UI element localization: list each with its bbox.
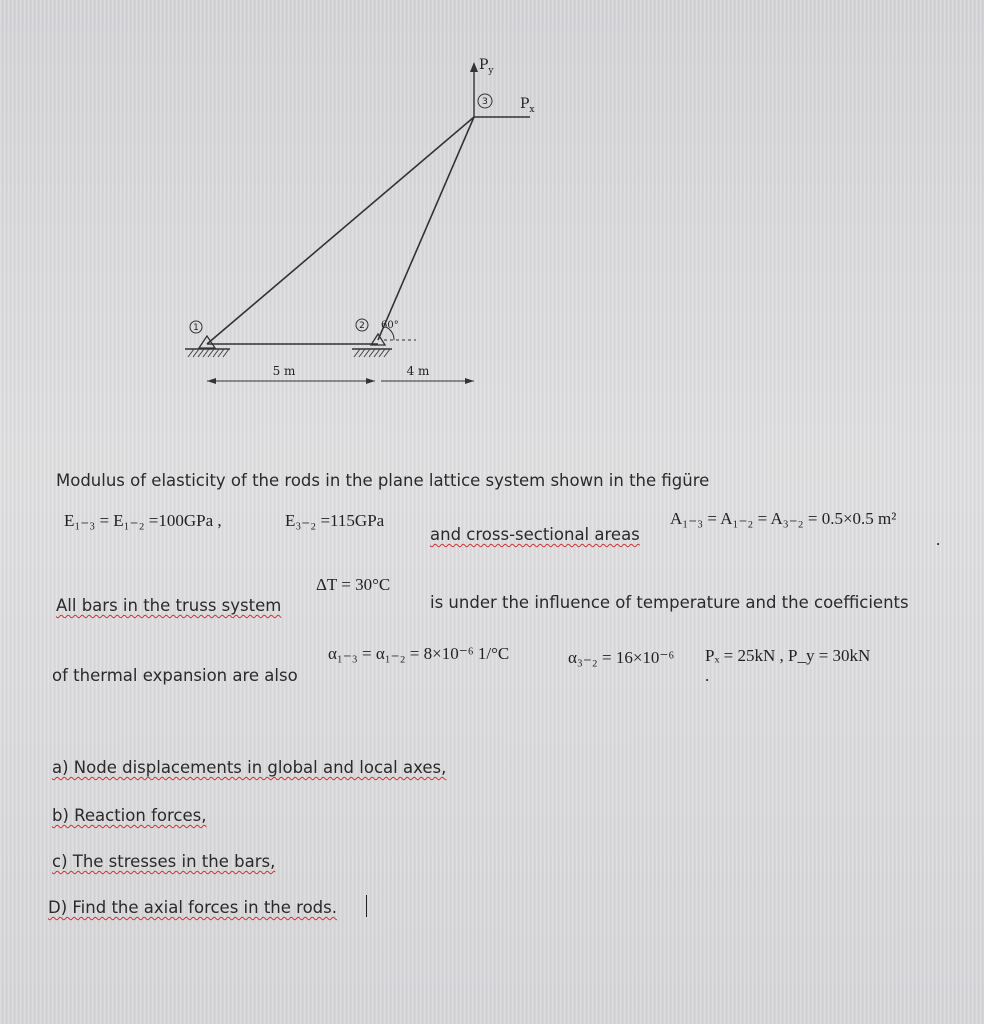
member-2-3 xyxy=(378,117,474,340)
angle-label: 60° xyxy=(381,320,399,331)
pin-support-2 xyxy=(352,334,392,357)
loads-equation: Pₓ = 25kN , P_y = 30kN xyxy=(705,646,871,665)
thermal-text: of thermal expansion are also xyxy=(52,666,298,685)
question-a: a) Node displacements in global and local axes, xyxy=(52,758,447,777)
node-3-label: 3 xyxy=(482,97,488,107)
load-py-arrow xyxy=(470,62,478,117)
node-2-label: 2 xyxy=(359,321,365,331)
load-py-label: $P_y$ xyxy=(479,57,494,76)
pin-support-1 xyxy=(185,336,230,357)
modulus-equation-1: E₁₋₃ = E₁₋₂ =100GPa , xyxy=(64,511,222,530)
areas-label: and cross-sectional areas xyxy=(430,525,640,544)
temperature-text: is under the influence of temperature and the coefficients xyxy=(430,593,909,612)
question-c: c) The stresses in the bars, xyxy=(52,852,276,871)
loads-period: . xyxy=(705,666,710,685)
truss-figure xyxy=(0,0,984,420)
areas-period: . xyxy=(936,530,941,549)
dimension-5m-label: 5 m xyxy=(272,364,296,378)
intro-text: Modulus of elasticity of the rods in the plane lattice system shown in the figüre xyxy=(56,471,710,490)
dimension-4m-label: 4 m xyxy=(406,364,430,378)
bars-label: All bars in the truss system xyxy=(56,596,282,615)
load-px-label: $P_x$ xyxy=(520,96,535,115)
node-1-label: 1 xyxy=(193,323,199,333)
dimension-5m xyxy=(207,378,375,384)
node-2-marker xyxy=(356,319,368,331)
delta-t-equation: ΔT = 30°C xyxy=(316,575,391,594)
question-b: b) Reaction forces, xyxy=(52,806,207,825)
question-d: D) Find the axial forces in the rods. xyxy=(48,898,337,917)
node-1-marker xyxy=(190,321,202,333)
areas-equation: A₁₋₃ = A₁₋₂ = A₃₋₂ = 0.5×0.5 m² xyxy=(670,509,897,528)
member-1-3 xyxy=(207,117,474,344)
text-cursor xyxy=(366,895,367,917)
dimension-4m xyxy=(381,378,474,384)
modulus-equation-2: E₃₋₂ =115GPa xyxy=(285,511,385,530)
alpha-equation-2: α₃₋₂ = 16×10⁻⁶ xyxy=(568,648,675,667)
node-3-marker xyxy=(478,94,492,108)
alpha-equation-1: α₁₋₃ = α₁₋₂ = 8×10⁻⁶ 1/°C xyxy=(328,644,510,663)
